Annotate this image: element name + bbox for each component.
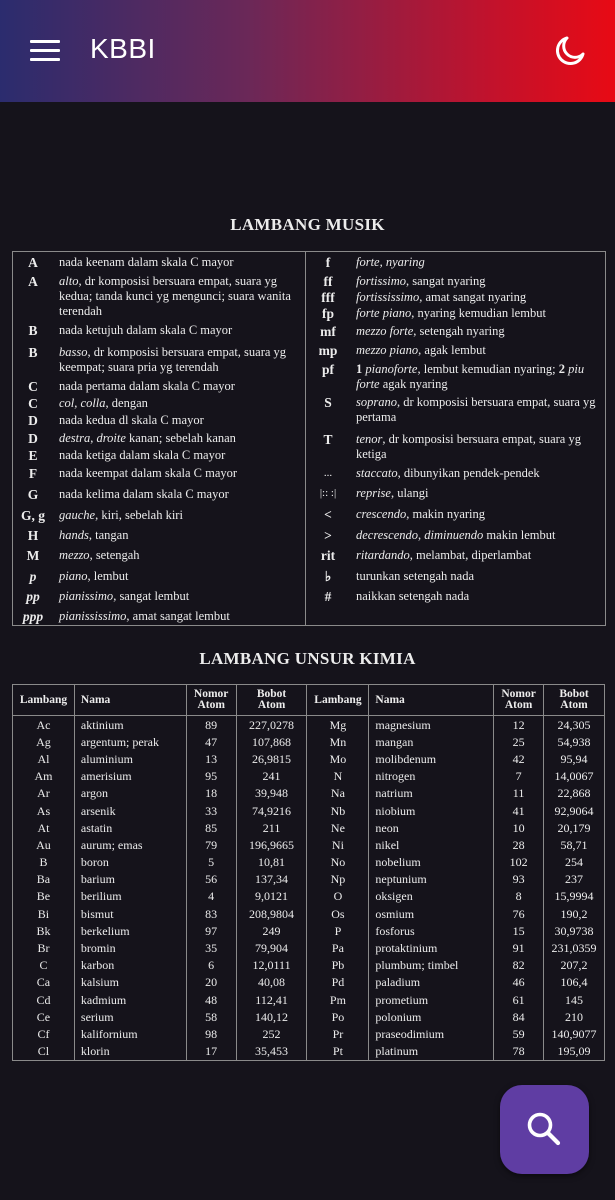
- table-cell: 15: [494, 922, 544, 939]
- table-cell: mangan: [369, 733, 494, 750]
- music-symbol-description: hands, tangan: [59, 528, 129, 542]
- table-cell: berkelium: [74, 922, 186, 939]
- music-symbol: T: [323, 432, 333, 447]
- table-cell: 13: [186, 750, 236, 767]
- table-cell: 46: [494, 974, 544, 991]
- table-cell: Pr: [307, 1025, 369, 1042]
- table-cell: Na: [307, 785, 369, 802]
- table-cell: klorin: [74, 1043, 186, 1061]
- table-cell: 58: [186, 1008, 236, 1025]
- table-cell: 24,305: [544, 716, 605, 734]
- table-cell: kadmium: [74, 991, 186, 1008]
- table-cell: Ar: [13, 785, 75, 802]
- music-symbols-table: [12, 251, 606, 626]
- table-cell: 17: [186, 1043, 236, 1061]
- table-cell: nobelium: [369, 854, 494, 871]
- music-symbol-description: piano, lembut: [59, 569, 129, 583]
- table-cell: No: [307, 854, 369, 871]
- music-symbol-description: 1 pianoforte, lembut kemudian nyaring; 2 piu forte agak nyaring: [356, 362, 585, 391]
- table-cell: Br: [13, 939, 75, 956]
- table-cell: Pb: [307, 957, 369, 974]
- column-header: Nama: [74, 685, 186, 716]
- table-cell: 78: [494, 1043, 544, 1061]
- table-row: [13, 836, 605, 853]
- table-cell: Np: [307, 871, 369, 888]
- table-cell: 35,453: [236, 1043, 307, 1061]
- hamburger-menu-icon[interactable]: [30, 40, 60, 62]
- table-cell: Pm: [307, 991, 369, 1008]
- table-cell: osmium: [369, 905, 494, 922]
- table-cell: 208,9804: [236, 905, 307, 922]
- music-symbol: F: [28, 466, 38, 481]
- table-cell: Am: [13, 768, 75, 785]
- table-cell: 210: [544, 1008, 605, 1025]
- music-symbol: pp: [26, 589, 40, 604]
- table-cell: 190,2: [544, 905, 605, 922]
- column-header: Nama: [369, 685, 494, 716]
- music-symbol-description: naikkan setengah nada: [356, 589, 470, 603]
- table-cell: Ne: [307, 819, 369, 836]
- music-symbol-description: nada pertama dalam skala C mayor: [59, 379, 235, 393]
- music-symbol: S: [324, 395, 332, 410]
- table-cell: 18: [186, 785, 236, 802]
- table-cell: 54,938: [544, 733, 605, 750]
- table-cell: argon: [74, 785, 186, 802]
- table-cell: 12,0111: [236, 957, 307, 974]
- table-cell: C: [13, 957, 75, 974]
- table-cell: Ca: [13, 974, 75, 991]
- music-symbol-description: col, colla, dengan: [59, 396, 148, 410]
- table-row: [13, 1043, 605, 1061]
- table-cell: Nb: [307, 802, 369, 819]
- table-row: [13, 716, 605, 734]
- table-cell: 25: [494, 733, 544, 750]
- table-cell: magnesium: [369, 716, 494, 734]
- table-cell: Ag: [13, 733, 75, 750]
- column-header: Lambang: [13, 685, 75, 716]
- table-cell: 91: [494, 939, 544, 956]
- table-cell: Cl: [13, 1043, 75, 1061]
- column-divider: [305, 252, 306, 625]
- table-row: [13, 1025, 605, 1042]
- table-cell: 231,0359: [544, 939, 605, 956]
- music-symbol: ♭: [324, 569, 332, 584]
- table-cell: aluminium: [74, 750, 186, 767]
- table-row: [13, 768, 605, 785]
- music-symbol: A: [28, 274, 38, 289]
- music-symbol: E: [28, 448, 38, 463]
- table-header-row: [13, 685, 605, 716]
- table-cell: Ni: [307, 836, 369, 853]
- table-cell: 83: [186, 905, 236, 922]
- table-cell: Au: [13, 836, 75, 853]
- music-symbol: D: [28, 413, 38, 428]
- music-symbol-description: crescendo, makin nyaring: [356, 507, 486, 521]
- table-cell: 112,41: [236, 991, 307, 1008]
- table-row: [13, 974, 605, 991]
- music-symbol: fp: [321, 306, 334, 321]
- table-cell: Pa: [307, 939, 369, 956]
- table-cell: 227,0278: [236, 716, 307, 734]
- table-cell: 211: [236, 819, 307, 836]
- table-cell: O: [307, 888, 369, 905]
- table-cell: 5: [186, 854, 236, 871]
- table-cell: 137,34: [236, 871, 307, 888]
- table-cell: Bi: [13, 905, 75, 922]
- table-cell: 196,9665: [236, 836, 307, 853]
- music-symbol-description: ritardando, melambat, diperlambat: [356, 548, 532, 562]
- table-cell: 9,0121: [236, 888, 307, 905]
- table-cell: nitrogen: [369, 768, 494, 785]
- table-cell: 28: [494, 836, 544, 853]
- music-symbol-description: fortississimo, amat sangat nyaring: [356, 290, 527, 304]
- chemical-elements-table: [12, 684, 605, 1061]
- music-symbol-description: soprano, dr komposisi bersuara empat, suara yg pertama: [356, 395, 596, 424]
- table-cell: 10,81: [236, 854, 307, 871]
- table-cell: 33: [186, 802, 236, 819]
- music-symbol-description: nada keempat dalam skala C mayor: [59, 466, 238, 480]
- search-button[interactable]: [500, 1085, 589, 1174]
- table-cell: 237: [544, 871, 605, 888]
- table-cell: 195,09: [544, 1043, 605, 1061]
- table-cell: Mn: [307, 733, 369, 750]
- table-cell: Mg: [307, 716, 369, 734]
- table-cell: 6: [186, 957, 236, 974]
- table-cell: aurum; emas: [74, 836, 186, 853]
- table-cell: 10: [494, 819, 544, 836]
- table-row: [13, 1008, 605, 1025]
- music-symbol-description: nada kelima dalam skala C mayor: [59, 487, 229, 501]
- table-cell: 42: [494, 750, 544, 767]
- music-symbol: ff: [323, 274, 333, 289]
- music-symbol-description: staccato, dibunyikan pendek-pendek: [356, 466, 540, 480]
- table-cell: 241: [236, 768, 307, 785]
- table-cell: 93: [494, 871, 544, 888]
- table-cell: Al: [13, 750, 75, 767]
- music-symbol-description: decrescendo, diminuendo makin lembut: [356, 528, 556, 542]
- table-cell: 22,868: [544, 785, 605, 802]
- music-symbol-description: forte piano, nyaring kemudian lembut: [356, 306, 546, 320]
- table-cell: 97: [186, 922, 236, 939]
- table-cell: argentum; perak: [74, 733, 186, 750]
- table-cell: Ce: [13, 1008, 75, 1025]
- moon-icon[interactable]: [554, 35, 586, 67]
- table-cell: 20: [186, 974, 236, 991]
- table-cell: neon: [369, 819, 494, 836]
- table-cell: 11: [494, 785, 544, 802]
- music-symbol-description: destra, droite kanan; sebelah kanan: [59, 431, 236, 445]
- table-cell: 20,179: [544, 819, 605, 836]
- column-header: Nomor Atom: [186, 685, 236, 716]
- table-cell: 47: [186, 733, 236, 750]
- table-cell: oksigen: [369, 888, 494, 905]
- music-symbol: mp: [318, 343, 338, 358]
- table-cell: 145: [544, 991, 605, 1008]
- music-symbol: >: [324, 528, 332, 543]
- table-cell: amerisium: [74, 768, 186, 785]
- table-row: [13, 802, 605, 819]
- table-cell: berilium: [74, 888, 186, 905]
- table-cell: bromin: [74, 939, 186, 956]
- music-symbol: C: [28, 379, 38, 394]
- table-cell: 41: [494, 802, 544, 819]
- table-cell: 39,948: [236, 785, 307, 802]
- table-cell: 82: [494, 957, 544, 974]
- column-header: Nomor Atom: [494, 685, 544, 716]
- table-cell: 84: [494, 1008, 544, 1025]
- table-cell: N: [307, 768, 369, 785]
- music-symbol-description: basso, dr komposisi bersuara empat, suara yg keempat; suara pria yg terendah: [59, 345, 287, 374]
- table-cell: neptunium: [369, 871, 494, 888]
- music-symbol: #: [324, 589, 332, 604]
- music-symbol-description: nada ketiga dalam skala C mayor: [59, 448, 226, 462]
- music-symbol: G: [27, 487, 39, 502]
- music-symbol-description: nada kedua dl skala C mayor: [59, 413, 204, 427]
- table-row: [13, 871, 605, 888]
- table-cell: 14,0067: [544, 768, 605, 785]
- table-cell: molibdenum: [369, 750, 494, 767]
- chemistry-section-heading: LAMBANG UNSUR KIMIA: [199, 649, 416, 668]
- table-cell: 79,904: [236, 939, 307, 956]
- table-cell: 92,9064: [544, 802, 605, 819]
- table-cell: platinum: [369, 1043, 494, 1061]
- table-cell: serium: [74, 1008, 186, 1025]
- table-cell: arsenik: [74, 802, 186, 819]
- table-cell: Ac: [13, 716, 75, 734]
- table-cell: prometium: [369, 991, 494, 1008]
- table-cell: natrium: [369, 785, 494, 802]
- music-symbol: mf: [320, 324, 336, 339]
- table-cell: 59: [494, 1025, 544, 1042]
- table-cell: 15,9994: [544, 888, 605, 905]
- table-cell: 61: [494, 991, 544, 1008]
- table-cell: niobium: [369, 802, 494, 819]
- table-cell: astatin: [74, 819, 186, 836]
- column-header: Bobot Atom: [236, 685, 307, 716]
- table-cell: Be: [13, 888, 75, 905]
- table-cell: 102: [494, 854, 544, 871]
- table-cell: Os: [307, 905, 369, 922]
- table-cell: bismut: [74, 905, 186, 922]
- music-symbol-description: forte, nyaring: [356, 255, 425, 269]
- table-cell: 48: [186, 991, 236, 1008]
- music-symbol: fff: [321, 290, 335, 305]
- table-cell: 106,4: [544, 974, 605, 991]
- table-cell: Po: [307, 1008, 369, 1025]
- music-symbol-description: turunkan setengah nada: [356, 569, 475, 583]
- table-row: [13, 785, 605, 802]
- music-symbol-description: fortissimo, sangat nyaring: [356, 274, 486, 288]
- table-cell: Mo: [307, 750, 369, 767]
- table-cell: 4: [186, 888, 236, 905]
- music-symbol: ppp: [22, 609, 44, 624]
- table-cell: Pt: [307, 1043, 369, 1061]
- table-cell: 252: [236, 1025, 307, 1042]
- music-symbol: M: [26, 548, 40, 563]
- table-cell: As: [13, 802, 75, 819]
- app-title: KBBI: [90, 33, 156, 64]
- table-cell: barium: [74, 871, 186, 888]
- search-icon: [500, 1085, 589, 1174]
- music-symbol: B: [28, 323, 38, 338]
- music-symbol: f: [325, 255, 331, 270]
- table-cell: 30,9738: [544, 922, 605, 939]
- table-cell: 95: [186, 768, 236, 785]
- table-cell: 8: [494, 888, 544, 905]
- music-symbol: G, g: [20, 508, 45, 523]
- table-cell: Bk: [13, 922, 75, 939]
- music-symbol: H: [27, 528, 39, 543]
- table-cell: praseodimium: [369, 1025, 494, 1042]
- table-cell: nikel: [369, 836, 494, 853]
- table-row: [13, 750, 605, 767]
- table-cell: paladium: [369, 974, 494, 991]
- table-cell: 140,12: [236, 1008, 307, 1025]
- table-row: [13, 819, 605, 836]
- table-cell: 89: [186, 716, 236, 734]
- table-row: [13, 733, 605, 750]
- table-cell: 140,9077: [544, 1025, 605, 1042]
- music-symbol-description: tenor, dr komposisi bersuara empat, suara yg ketiga: [356, 432, 581, 461]
- table-cell: 74,9216: [236, 802, 307, 819]
- table-cell: Cf: [13, 1025, 75, 1042]
- table-cell: 249: [236, 922, 307, 939]
- table-row: [13, 922, 605, 939]
- table-cell: karbon: [74, 957, 186, 974]
- music-symbol: <: [324, 507, 332, 522]
- music-symbol: p: [29, 569, 37, 584]
- music-symbol-description: mezzo forte, setengah nyaring: [356, 324, 505, 338]
- music-symbol: ...: [323, 467, 333, 479]
- table-cell: B: [13, 854, 75, 871]
- music-symbol: D: [28, 431, 38, 446]
- table-row: [13, 991, 605, 1008]
- table-cell: 85: [186, 819, 236, 836]
- table-cell: 35: [186, 939, 236, 956]
- music-symbol-description: gauche, kiri, sebelah kiri: [59, 508, 183, 522]
- music-symbol: A: [28, 255, 38, 270]
- table-cell: 98: [186, 1025, 236, 1042]
- music-symbol-description: nada keenam dalam skala C mayor: [59, 255, 234, 269]
- table-cell: boron: [74, 854, 186, 871]
- table-cell: 12: [494, 716, 544, 734]
- table-row: [13, 957, 605, 974]
- table-cell: Cd: [13, 991, 75, 1008]
- table-cell: P: [307, 922, 369, 939]
- music-symbol-description: mezzo, setengah: [59, 548, 140, 562]
- table-cell: Pd: [307, 974, 369, 991]
- table-cell: 26,9815: [236, 750, 307, 767]
- table-cell: 58,71: [544, 836, 605, 853]
- music-symbol-description: nada ketujuh dalam skala C mayor: [59, 323, 233, 337]
- music-symbol-description: pianississimo, amat sangat lembut: [59, 609, 230, 623]
- music-symbol-description: mezzo piano, agak lembut: [356, 343, 486, 357]
- music-symbol: pf: [321, 362, 334, 377]
- table-cell: kalsium: [74, 974, 186, 991]
- table-cell: 79: [186, 836, 236, 853]
- table-cell: 254: [544, 854, 605, 871]
- table-cell: 76: [494, 905, 544, 922]
- music-symbol: C: [28, 396, 38, 411]
- table-cell: 56: [186, 871, 236, 888]
- music-symbol: B: [28, 345, 38, 360]
- table-cell: At: [13, 819, 75, 836]
- table-row: [13, 939, 605, 956]
- table-cell: plumbum; timbel: [369, 957, 494, 974]
- table-row: [13, 905, 605, 922]
- table-cell: polonium: [369, 1008, 494, 1025]
- music-symbol-description: pianissimo, sangat lembut: [59, 589, 190, 603]
- app-bar: [0, 0, 615, 102]
- table-cell: 95,94: [544, 750, 605, 767]
- music-section-heading: LAMBANG MUSIK: [230, 215, 385, 234]
- table-cell: 7: [494, 768, 544, 785]
- table-cell: 207,2: [544, 957, 605, 974]
- table-cell: 40,08: [236, 974, 307, 991]
- table-cell: Ba: [13, 871, 75, 888]
- music-symbol: |:: :|: [319, 487, 337, 499]
- table-cell: kalifornium: [74, 1025, 186, 1042]
- music-symbol-description: reprise, ulangi: [356, 486, 429, 500]
- music-symbol: rit: [320, 548, 336, 563]
- table-cell: fosforus: [369, 922, 494, 939]
- music-symbol-description: alto, dr komposisi bersuara empat, suara yg kedua; tanda kunci yg mengunci; suara wanita terendah: [59, 274, 291, 318]
- table-row: [13, 888, 605, 905]
- column-header: Lambang: [307, 685, 369, 716]
- table-cell: aktinium: [74, 716, 186, 734]
- column-header: Bobot Atom: [544, 685, 605, 716]
- table-cell: protaktinium: [369, 939, 494, 956]
- table-cell: 107,868: [236, 733, 307, 750]
- table-row: [13, 854, 605, 871]
